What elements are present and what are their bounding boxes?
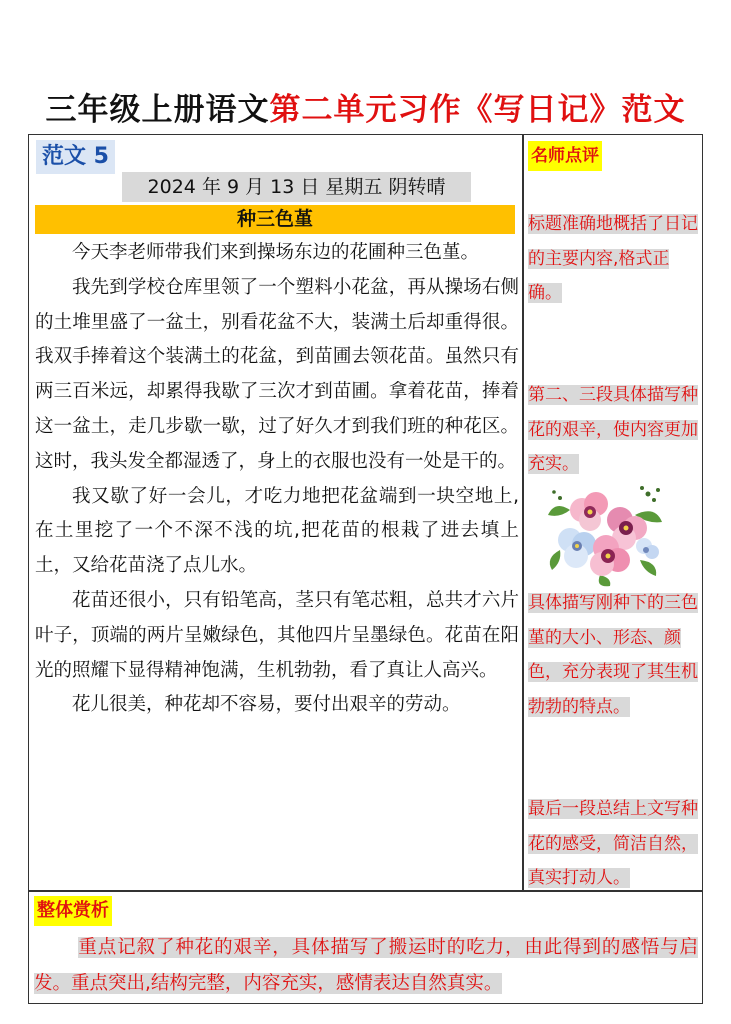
essay-body xyxy=(35,236,519,723)
essay-label: 范文 5 xyxy=(36,140,115,174)
summary-text-block xyxy=(34,930,698,1002)
essay-paragraph: 我先到学校仓库里领了一个塑料小花盆，再从操场右侧的土堆里盛了一盆土，别看花盆不大，装满土后却重得很。我双手捧着这个装满土的花盆，到苗圃去领花苗。虽然只有两三百米远，却累得我歇了三次才到苗圃。拿着花苗，捧着这一盆土，走几步歇一歇，过了好久才到我们班的种花区。这时，我头发全都湿透了，身上的衣服也没有一处是干的。 xyxy=(35,276,519,472)
essay-title: 种三色堇 xyxy=(35,205,515,234)
essay-paragraph: 花苗还很小，只有铅笔高，茎只有笔芯粗，总共才六片叶子，顶端的两片呈嫩绿色，其他四片呈墨绿色。花苗在阳光的照耀下显得精神饱满，生机勃勃，看了真让人高兴。 xyxy=(35,589,519,681)
teacher-comment-text: 第二、三段具体描写种花的艰辛，使内容更加充实。 xyxy=(528,385,698,474)
page-title-red: 第二单元习作《写日记》范文 xyxy=(269,92,686,128)
summary-text: 重点记叙了种花的艰辛，具体描写了搬运时的吃力，由此得到的感悟与启发。重点突出,结构完整，内容充实，感情表达自然真实。 xyxy=(34,937,698,994)
summary-heading: 整体赏析 xyxy=(34,896,112,926)
teacher-comment xyxy=(528,207,698,311)
page-title-black: 三年级上册语文 xyxy=(45,92,270,128)
teacher-comment-text: 标题准确地概括了日记的主要内容,格式正确。 xyxy=(528,214,698,303)
teacher-comment xyxy=(528,586,698,724)
column-divider xyxy=(522,134,524,891)
teacher-comment-text: 最后一段总结上文写种花的感受，简洁自然，真实打动人。 xyxy=(528,799,698,888)
teacher-comment-text: 具体描写刚种下的三色堇的大小、形态、颜色，充分表现了其生机勃勃的特点。 xyxy=(528,593,698,717)
page-title xyxy=(0,84,731,129)
teacher-comment xyxy=(528,792,698,896)
essay-paragraph: 花儿很美，种花却不容易，要付出艰辛的劳动。 xyxy=(72,694,461,716)
pansy-flower-bouquet-icon xyxy=(540,480,670,590)
teacher-comment xyxy=(528,378,698,482)
teacher-comment-heading: 名师点评 xyxy=(528,141,602,171)
essay-paragraph: 今天李老师带我们来到操场东边的花圃种三色堇。 xyxy=(72,242,480,263)
essay-paragraph: 我又歇了好一会儿，才吃力地把花盆端到一块空地上,在土里挖了一个不深不浅的坑,把花苗的根栽了进去填上土，又给花苗浇了点儿水。 xyxy=(35,485,519,577)
diary-date-weather: 2024 年 9 月 13 日 星期五 阴转晴 xyxy=(122,172,471,202)
